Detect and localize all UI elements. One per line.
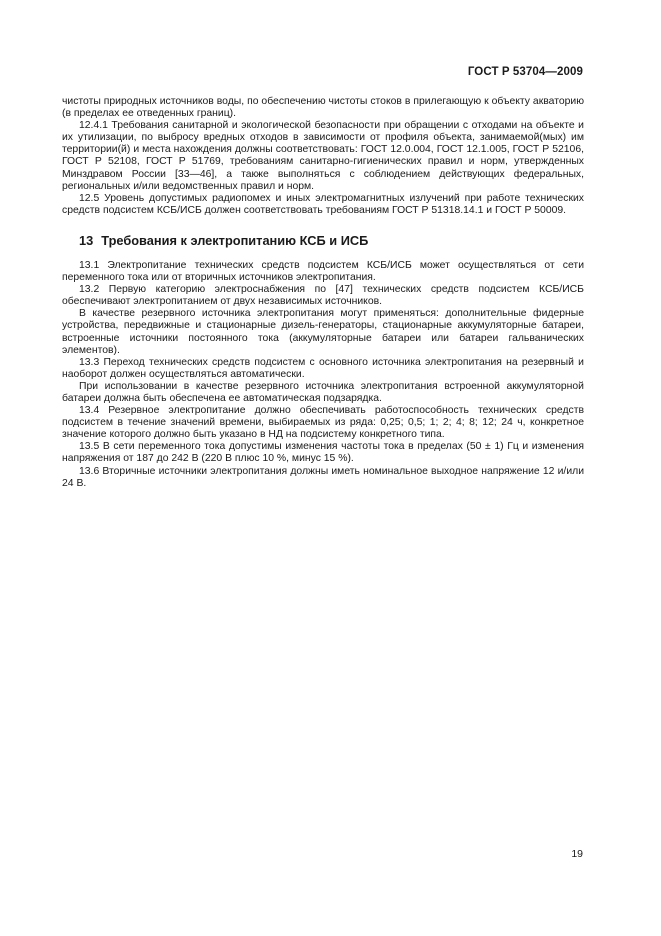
section-heading [62,233,584,248]
paragraph-12-4-1: 12.4.1 Требования санитарной и экологической безопасности при обращении с отходами на объекте и их утилизации, по выбросу вредных отходов в зависимости от профиля объекта, занимаемой(мых) им территории(й) и места нахождения должны соответствовать: ГОСТ 12.0.004, ГОСТ 12.1.005, ГОСТ Р 52106, ГОСТ Р 52108, ГОСТ Р 51769, требованиям санитарно-гигиенических правил и норм, утвержденных Минздравом России [33—46], а также выполняться с соблюдением действующих федеральных, региональных и/или ведомственных правил и норм. [62,120,584,192]
section-title: Требования к электропитанию КСБ и ИСБ [101,232,369,248]
paragraph-13-2: 13.2 Первую категорию электроснабжения по [47] технических средств подсистем КСБ/ИСБ обеспечивают электропитанием от двух независимых источников. [62,284,584,308]
paragraph-13-2-reserve: В качестве резервного источника электропитания могут применяться: дополнительные фидерные устройства, передвижные и стационарные дизель-генераторы, стационарные аккумуляторные батареи, встроенные источники постоянного тока (аккумуляторные батареи или батареи гальванических элементов). [62,308,584,356]
paragraph-continuation: чистоты природных источников воды, по обеспечению чистоты стоков в прилегающую к объекту акваторию (в пределах ее отведенных границ). [62,96,584,120]
paragraph-12-5: 12.5 Уровень допустимых радиопомех и иных электромагнитных излучений при работе технических средств подсистем КСБ/ИСБ должен соответствовать требованиям ГОСТ Р 51318.14.1 и ГОСТ Р 50009. [62,192,584,216]
paragraph-13-4: 13.4 Резервное электропитание должно обеспечивать работоспособность технических средств подсистем в течение значений времени, выбираемых из ряда: 0,25; 0,5; 1; 2; 4; 8; 12; 24 ч, конкретное значение которого должно быть указано в НД на подсистему конкретного типа. [62,405,584,441]
paragraph-13-3-battery: При использовании в качестве резервного источника электропитания встроенной аккумуляторной батареи должна быть обеспечена ее автоматическая подзарядка. [62,380,584,404]
paragraph-13-5: 13.5 В сети переменного тока допустимы изменения частоты тока в пределах (50 ± 1) Гц и изменения напряжения от 187 до 242 В (220 В плюс 10 %, минус 15 %). [62,441,584,465]
paragraph-13-3: 13.3 Переход технических средств подсистем с основного источника электропитания на резервный и наоборот должен осуществляться автоматически. [62,356,584,380]
page-number: 19 [571,848,583,860]
document-body [62,96,584,490]
paragraph-13-6: 13.6 Вторичные источники электропитания должны иметь номинальное выходное напряжение 12 и/или 24 В. [62,465,584,489]
paragraph-13-1: 13.1 Электропитание технических средств подсистем КСБ/ИСБ может осуществляться от сети переменного тока или от вторичных источников электропитания. [62,259,584,284]
document-id-header: ГОСТ Р 53704—2009 [467,66,583,78]
section-number: 13 [79,232,94,248]
